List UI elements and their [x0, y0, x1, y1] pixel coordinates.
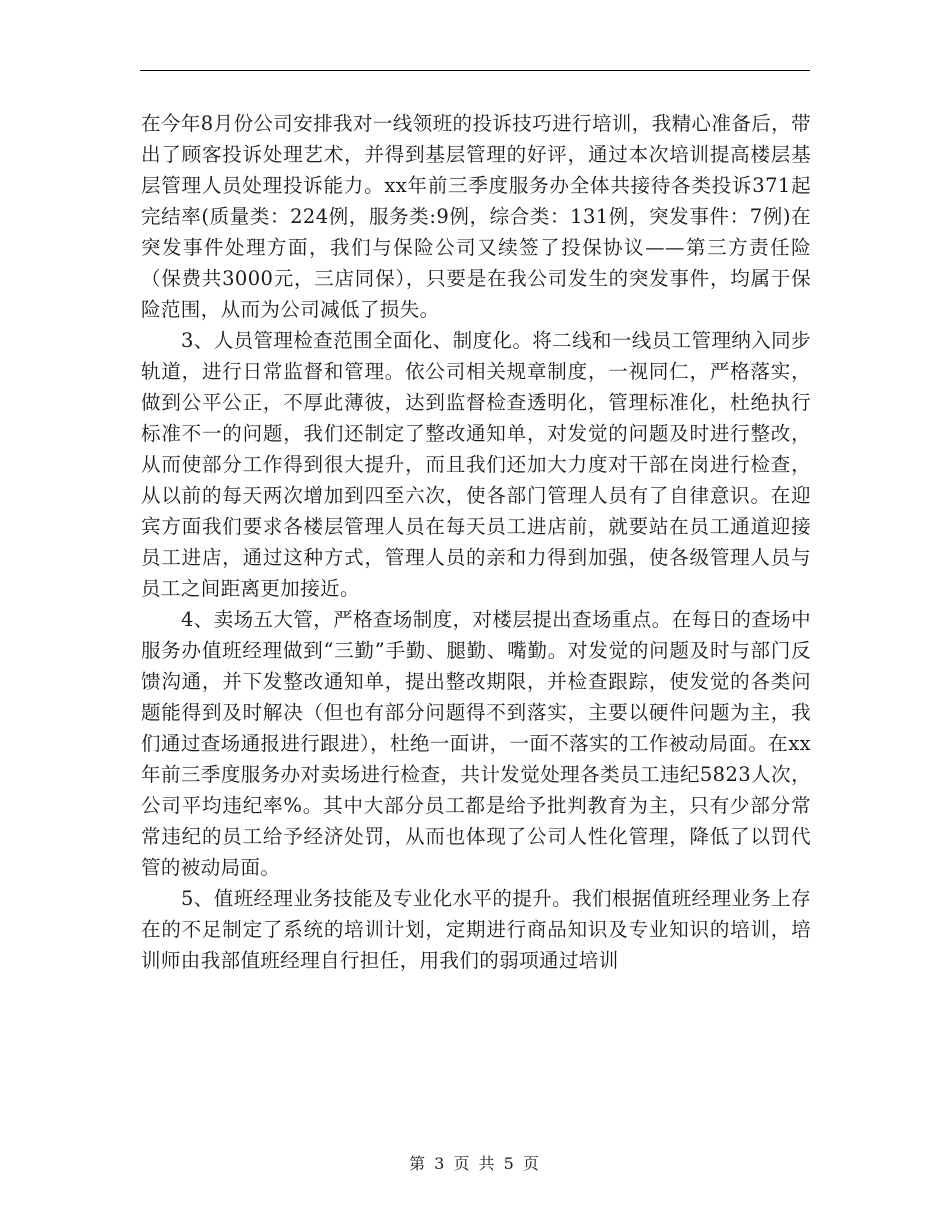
- paragraph-1: 在今年8月份公司安排我对一线领班的投诉技巧进行培训，我精心准备后，带出了顾客投诉处理艺术，并得到基层管理的好评，通过本次培训提高楼层基层管理人员处理投诉能力。xx年前三季度服务办全体共接待各类投诉371起完结率(质量类：224例，服务类:9例，综合类：131例，突发事件：7例)在突发事件处理方面，我们与保险公司又续签了投保协议——第三方责任险（保费共3000元，三店同保），只要是在我公司发生的突发事件，均属于保险范围，从而为公司减低了损失。: [141, 112, 811, 321]
- header-rule: [140, 70, 810, 71]
- paragraph-2: 3、人员管理检查范围全面化、制度化。将二线和一线员工管理纳入同步轨道，进行日常监督和管理。依公司相关规章制度，一视同仁，严格落实，做到公平公正，不厚此薄彼，达到监督检查透明化，管理标准化，杜绝执行标准不一的问题，我们还制定了整改通知单，对发觉的问题及时进行整改，从而使部分工作得到很大提升，而且我们还加大力度对干部在岗进行检查，从以前的每天两次增加到四至六次，使各部门管理人员有了自律意识。在迎宾方面我们要求各楼层管理人员在每天员工进店前，就要站在员工通道迎接员工进店，通过这种方式，管理人员的亲和力得到加强，使各级管理人员与员工之间距离更加接近。: [141, 329, 811, 600]
- body-text: [141, 108, 811, 976]
- page-number-footer: 第 3 页 共 5 页: [409, 1154, 541, 1173]
- paragraph-4: 5、值班经理业务技能及专业化水平的提升。我们根据值班经理业务上存在的不足制定了系统的培训计划，定期进行商品知识及专业知识的培训，培训师由我部值班经理自行担任，用我们的弱项通过培训: [141, 887, 811, 972]
- paragraph-3: 4、卖场五大管，严格查场制度，对楼层提出查场重点。在每日的查场中服务办值班经理做到“三勤”手勤、腿勤、嘴勤。对发觉的问题及时与部门反馈沟通，并下发整改通知单，提出整改期限，并检查跟踪，使发觉的各类问题能得到及时解决（但也有部分问题得不到落实，主要以硬件问题为主，我们通过查场通报进行跟进），杜绝一面讲，一面不落实的工作被动局面。在xx年前三季度服务办对卖场进行检查，共计发觉处理各类员工违纪5823人次，公司平均违纪率%。其中大部分员工都是给予批判教育为主，只有少部分常常违纪的员工给予经济处罚，从而也体现了公司人性化管理，降低了以罚代管的被动局面。: [141, 608, 811, 879]
